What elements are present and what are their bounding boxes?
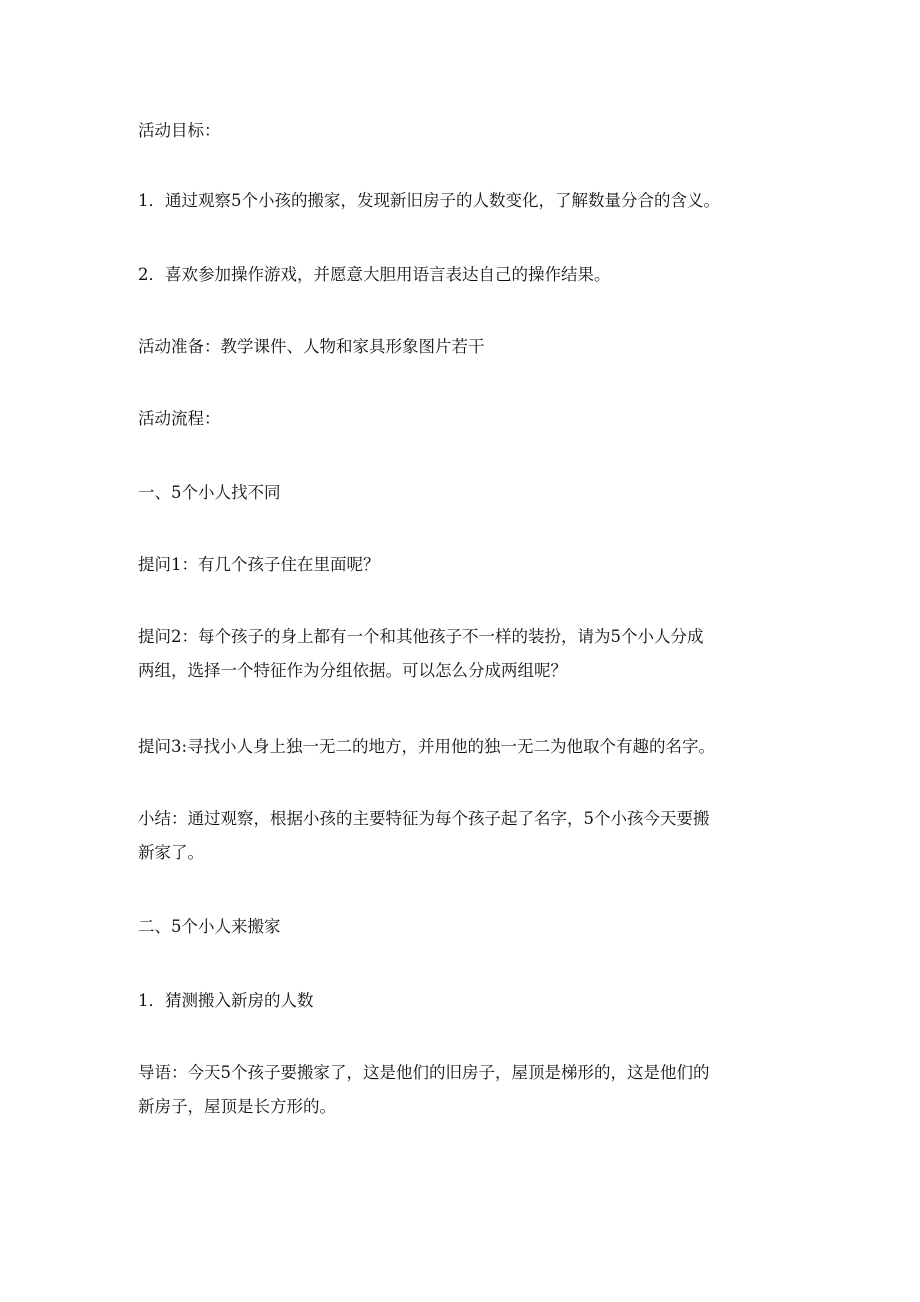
question-1: 提问1：有几个孩子住在里面呢？ — [138, 555, 380, 574]
section-2-heading: 二、5个小人来搬家 — [138, 917, 281, 936]
intro-line-2: 新房子，屋顶是长方形的。 — [138, 1097, 336, 1116]
question-2-line-2: 两组，选择一个特征作为分组依据。可以怎么分成两组呢？ — [138, 661, 567, 680]
heading-activity-process: 活动流程： — [138, 409, 221, 428]
goal-item-2: 2．喜欢参加操作游戏，并愿意大胆用语言表达自己的操作结果。 — [138, 265, 611, 284]
goal-item-1: 1．通过观察5个小孩的搬家，发现新旧房子的人数变化，了解数量分合的含义。 — [138, 191, 720, 210]
intro-line-1: 导语：今天5个孩子要搬家了，这是他们的旧房子，屋顶是梯形的，这是他们的 — [138, 1063, 710, 1082]
section-1-heading: 一、5个小人找不同 — [138, 483, 281, 502]
question-3: 提问3:寻找小人身上独一无二的地方，并用他的独一无二为他取个有趣的名字。 — [138, 737, 716, 756]
summary-line-2: 新家了。 — [138, 843, 204, 862]
activity-preparation: 活动准备：教学课件、人物和家具形象图片若干 — [138, 337, 485, 356]
summary-line-1: 小结：通过观察，根据小孩的主要特征为每个孩子起了名字，5个小孩今天要搬 — [138, 809, 710, 828]
question-2-line-1: 提问2：每个孩子的身上都有一个和其他孩子不一样的装扮，请为5个小人分成 — [138, 627, 704, 646]
heading-activity-goals: 活动目标： — [138, 121, 221, 140]
step-1-heading: 1．猜测搬入新房的人数 — [138, 991, 314, 1010]
